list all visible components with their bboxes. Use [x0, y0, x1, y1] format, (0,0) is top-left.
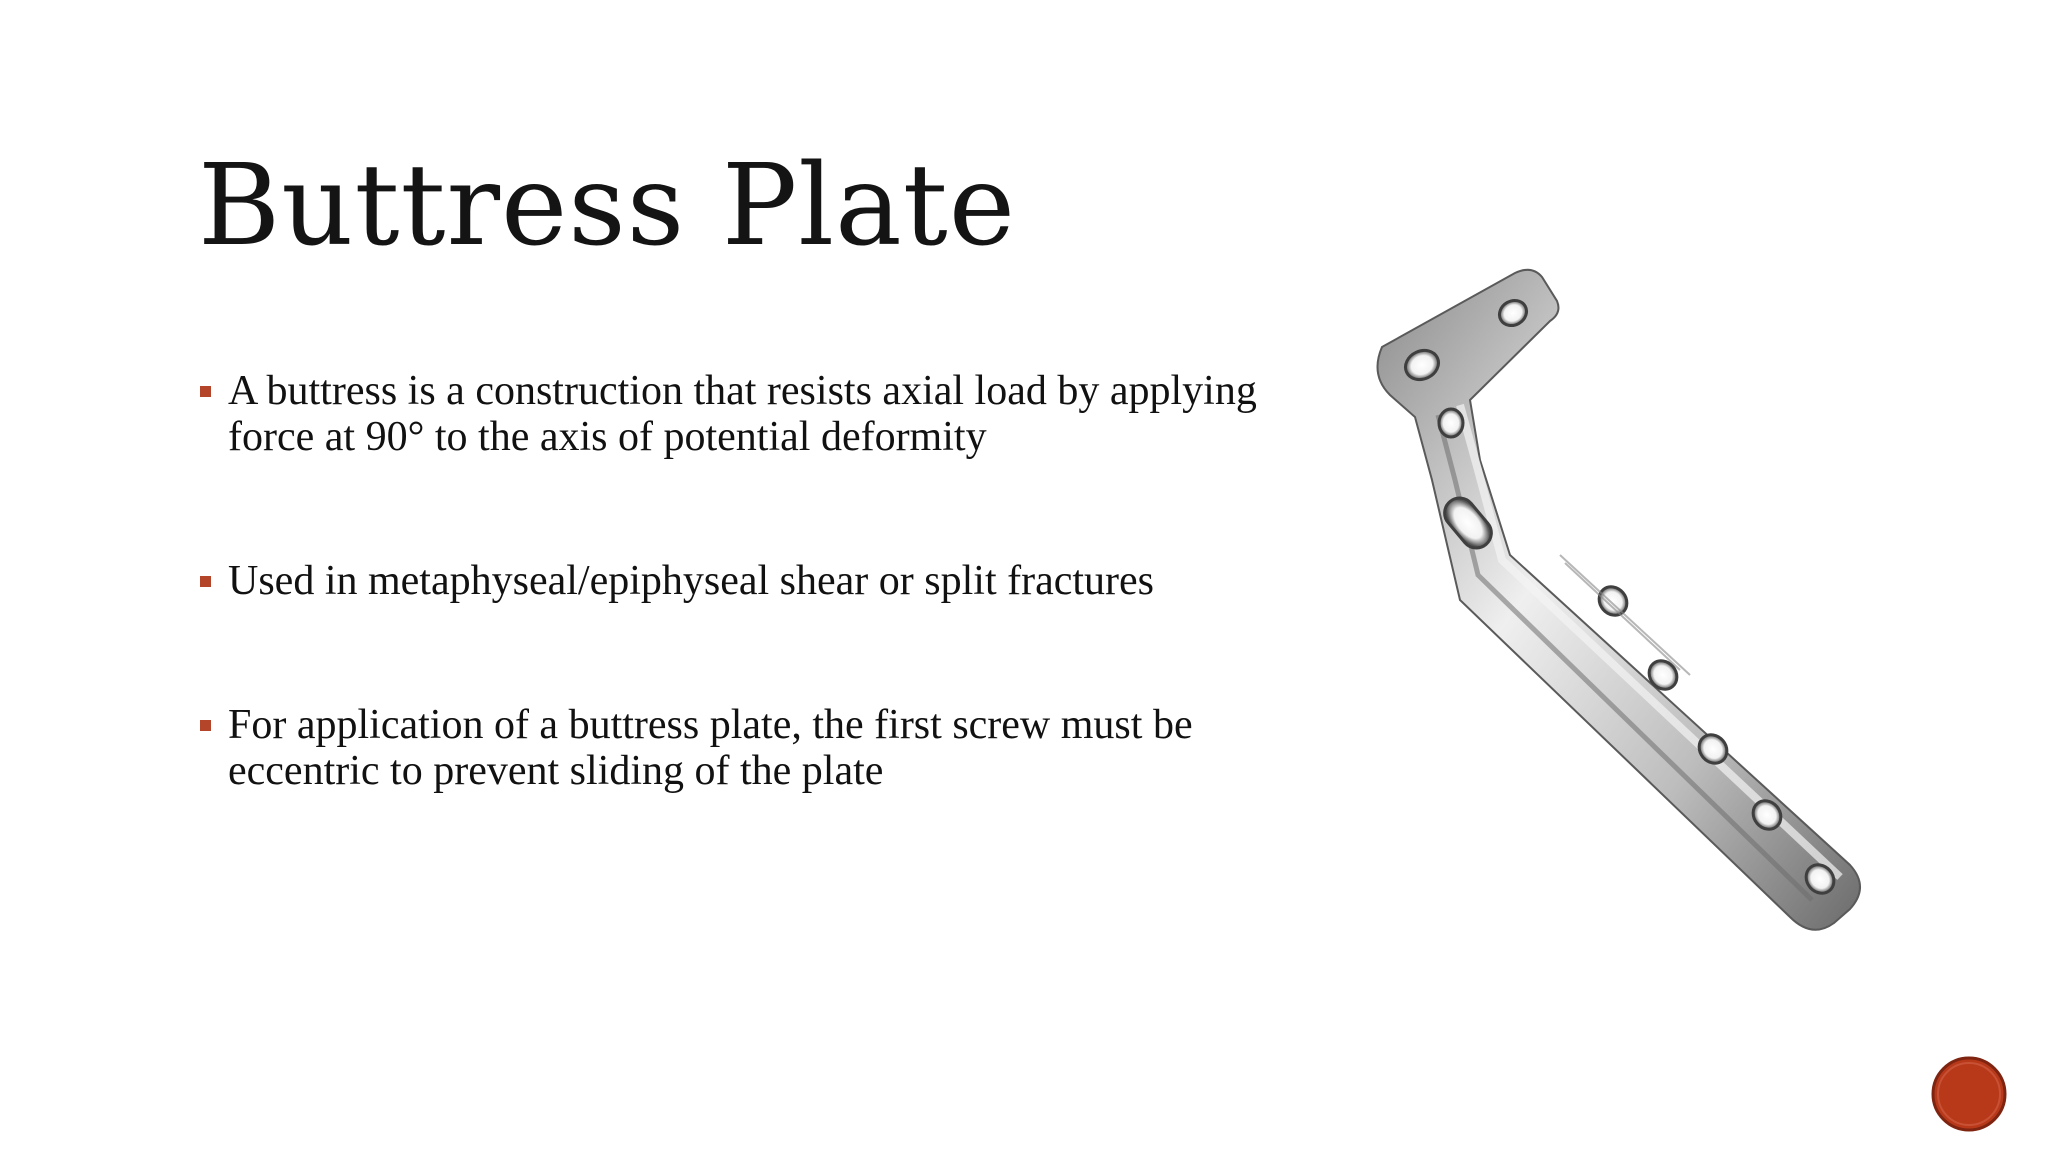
- square-bullet-icon: [200, 720, 211, 731]
- bullet-item: [196, 368, 1316, 460]
- bullet-text: A buttress is a construction that resists axial load by applying force at 90° to the axis of potential deformity: [228, 368, 1257, 460]
- square-bullet-icon: [200, 576, 211, 587]
- next-slide-button[interactable]: [1930, 1055, 2008, 1133]
- square-bullet-icon: [200, 386, 211, 397]
- bullet-item: [196, 558, 1316, 604]
- buttress-plate-implant-image: [1360, 255, 1880, 945]
- bullet-list: [196, 368, 1316, 794]
- next-slide-icon: [1933, 1058, 2005, 1130]
- bullet-text: For application of a buttress plate, the first screw must be eccentric to prevent sliding of the plate: [228, 702, 1193, 794]
- slide-title: Buttress Plate: [198, 141, 1017, 271]
- bullet-text: Used in metaphyseal/epiphyseal shear or split fractures: [228, 558, 1155, 604]
- bullet-item: [196, 702, 1316, 794]
